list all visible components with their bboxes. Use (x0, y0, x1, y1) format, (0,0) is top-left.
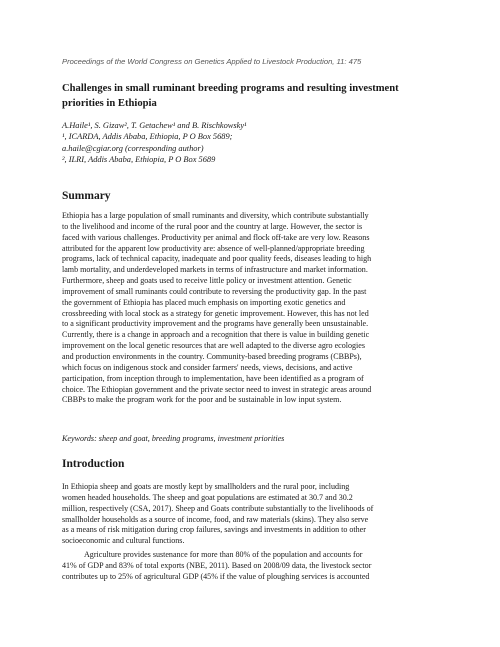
proceedings-header: Proceedings of the World Congress on Genetics Applied to Livestock Production, 11: 475 (62, 57, 362, 66)
summary-line: and production environments in the country. Community-based breeding programs (CBBPs), (62, 351, 362, 361)
summary-line: programs, lack of technical capacity, inadequate and poor quality feeds, diseases leading to high (62, 254, 372, 264)
summary-line: Furthermore, sheep and goats used to receive little policy or investment attention. Genetic (62, 276, 352, 286)
intro-line: contributes up to 25% of agricultural GDP (45% if the value of ploughing services is accounted (62, 571, 370, 581)
summary-line: the government of Ethiopia has placed much emphasis on importing exotic genetics and (62, 297, 346, 307)
intro-line: as a means of risk mitigation during crop failures, savings and investments in addition to other (62, 525, 366, 535)
authors-line: A.Haile¹, S. Gizaw², T. Getachew¹ and B. Rischkowsky¹ (62, 121, 247, 130)
intro-line: In Ethiopia sheep and goats are mostly kept by smallholders and the rural poor, including (62, 482, 350, 491)
intro-line: socioeconomic and cultural functions. (62, 536, 185, 546)
keywords: Keywords: sheep and goat, breeding programs, investment priorities (62, 434, 285, 443)
affiliation-line: ², ILRI, Addis Ababa, Ethiopia, P O Box 5689 (62, 155, 216, 165)
intro-line: smallholder households as a source of income, food, and raw materials (skins). They also serve (62, 514, 369, 524)
intro-line: women headed households. The sheep and goat populations are estimated at 30.7 and 30.2 (62, 492, 353, 502)
summary-line: choice. The Ethiopian government and the private sector need to invest in strategic areas around (62, 384, 372, 394)
summary-line: to the livelihood and income of the rural poor and the country at large. However, the sector is (62, 221, 363, 231)
summary-line: lamb mortality, and underdeveloped markets in terms of infrastructure and market information. (62, 265, 368, 275)
summary-line: participation, from inception through to implementation, have been identified as a program of (62, 373, 364, 383)
summary-line: which focus on indigenous stock and consider farmers' needs, views, decisions, and active (62, 362, 353, 372)
affiliation-line: ¹, ICARDA, Addis Ababa, Ethiopia, P O Box 5689; (62, 132, 233, 142)
title-line: Challenges in small ruminant breeding programs and resulting investment (62, 83, 399, 94)
summary-line: Currently, there is a change in approach and a recognition that there is value in building genetic (62, 330, 370, 340)
title-line: priorities in Ethiopia (62, 98, 157, 109)
intro-line: Agriculture provides sustenance for more than 80% of the population and accounts for (84, 550, 363, 559)
summary-line: faced with various challenges. Productivity per animal and flock off-take are very low. Reasons (62, 232, 370, 242)
summary-line: attributed for the apparent low productivity are: absence of well-planned/appropriate breeding (62, 243, 365, 253)
intro-paragraph-2 (62, 550, 442, 583)
intro-paragraph-1 (62, 482, 442, 547)
summary-line: to a significant productivity improvement and the programs have generally been unsustainable. (62, 319, 369, 329)
intro-line: 41% of GDP and 83% of total exports (NBE, 2011). Based on 2008/09 data, the livestock sector (62, 560, 372, 570)
paper-title (62, 81, 432, 111)
summary-heading: Summary (62, 190, 111, 202)
email-line: a.haile@cgiar.org (corresponding author) (62, 143, 204, 153)
summary-line: improvement of small ruminants could contribute to reversing the productivity gap. In the past (62, 286, 367, 296)
introduction-heading: Introduction (62, 458, 125, 470)
summary-line: improvement on the local genetic resources that are well adapted to the diverse agro ecologies (62, 341, 365, 351)
summary-paragraph (62, 211, 442, 406)
summary-line: CBBPs to make the program work for the poor and be sustainable in low input system. (62, 395, 342, 405)
summary-line: crossbreeding with local stock as a strategy for genetic improvement. However, this has not led (62, 308, 369, 318)
intro-line: million, respectively (CSA, 2017). Sheep and Goats contribute substantially to the livelihoods of (62, 503, 374, 513)
authors-block (62, 120, 442, 166)
summary-line: Ethiopia has a large population of small ruminants and diversity, which contribute substantially (62, 211, 369, 220)
